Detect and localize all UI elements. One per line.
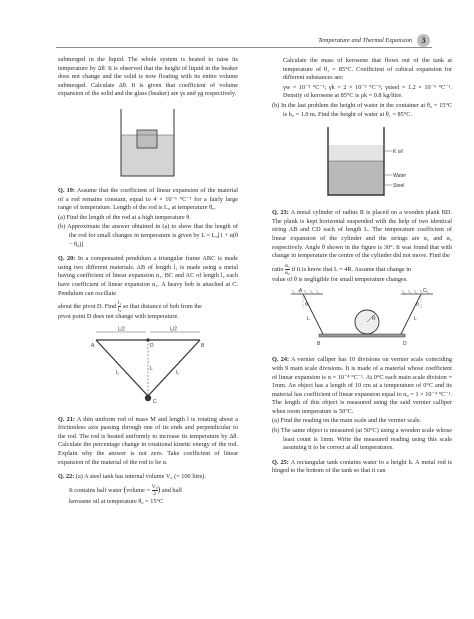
rod-ac [96, 340, 148, 396]
q18-continuation: submerged in the liquid. The whole system is heated to raise its temperature by Δθ. It is observed that the height of liquid in the beaker does not change and the solid is now floating with its entire volume submerged. Calculate Δθ. It is given that coefficient of volume expansion of the solid and the glass (beaker) are γs and γg respectively. [58, 56, 238, 98]
question-21: Q. 21: A thin uniform rod of mass M and length l is rotating about a frictionless axis passing through one of its ends and perpendicular to the rod. The rod is heated uniformly to increase its temperature by Δθ. Calculate the percentage change in rotational kinetic energy of the rod. Explain why the answer is not zero. Take coefficient of linear expansion of the material of the rod to be α. [58, 415, 238, 466]
q23-last-line: value of θ is negligible for small temperature changes. [272, 275, 408, 283]
plank-bd [319, 334, 405, 337]
label-d: D [150, 342, 154, 349]
page-number: 3 [417, 34, 430, 47]
label-d: D [403, 341, 407, 348]
rod-bc [148, 340, 200, 396]
q23-ratio-line: ratio $\frac{\text{α₁}}{\text{α₂}}$ if it is know that L = 4R. Assume that change in [272, 262, 412, 276]
label-theta-left: θ [305, 302, 308, 309]
water-layer [328, 161, 384, 195]
question-22: Q. 22: (a) A steel tank has internal volume V₀ (= 100 litre). [58, 473, 206, 481]
floating-solid [137, 130, 157, 148]
beaker-figure [109, 103, 187, 181]
right-column [272, 56, 452, 476]
plank-figure [287, 288, 437, 350]
bob [145, 394, 151, 400]
label-length: L [150, 365, 153, 372]
label-theta-right: θ [416, 302, 419, 309]
q22-continuation: Calculate the mass of kerosene that flows out of the tank at temperature of θ₁ = 85°C. Coefficient of cubical expansion for different substances are: [283, 57, 452, 82]
question-20: Q. 20: In a compensated pendulum a triangular frame ABC is made using two different materials. AB of length l₁ is made using a metal having coefficient of linear expansion α₁. BC and AC of length l₂ each have coefficient of linear expansion α₂. A heavy bob is attached at C. Pendulum can oscillate [58, 255, 238, 297]
question-23: Q. 23: A metal cylinder of radius R is placed on a wooden plank BD. The plank is kept horizontal suspended with the help of two identical string AB and CD each of length L. The temperature coefficient of linear expansion of the cylinder and the strings are α₁ and α₂ respectively. Angle θ shown in the figure is 30°. It was found that with change in temperature the centre of the cylinder did not move. Find the [272, 209, 452, 260]
q22-part-b: (b) In the last problem the height of water in the container at θ₀ = 15°C is h₀ = 1.0 m. Find the height of water at θ₁ = 85°C. [272, 101, 452, 118]
label-l1-half-right: l₁/2 [170, 326, 177, 333]
q23-fraction: $\frac{\text{α₁}}{\text{α₂}}$ [285, 262, 290, 276]
q22-fraction: $\frac{\text{V₀}}{2}$ [151, 483, 158, 497]
label-l2-right: l₂ [176, 369, 180, 376]
tank-figure [312, 123, 412, 203]
label-l1-half-left: l₁/2 [118, 326, 125, 333]
q24-part-b: (b) The same object is measured (at 50°C) using a wooden scale whose least count is 1mm. Write the measured reading using this scale assuming it to be correct at all temperatures. [272, 427, 452, 452]
label-water: Water [393, 173, 407, 180]
q20-fraction: $\frac{\text{l₁}}{\text{l₂}}$ [117, 300, 122, 314]
q19-part-b: (b) Approximate the answer obtained in (a) to show that the length of the rod for small changes in temperature is given by L = L₀[1 + α(θ − θ₀)] [58, 223, 238, 248]
question-25: Q. 25: A rectangular tank contains water to a height h. A metal rod is hinged to the bottom of the tank so that it can [272, 458, 452, 475]
pivot-d [146, 338, 149, 341]
label-c: C [423, 288, 427, 295]
string-cd [401, 294, 421, 334]
kerosene-layer [328, 145, 384, 161]
q22-coefficients: γw = 10⁻³ °C⁻¹; γk = 2 × 10⁻³ °C⁻¹; γsteel = 1.2 × 10⁻⁵ °C⁻¹. Density of kerosene at 85°C is ρk = 0.8 kg/litre. [283, 83, 452, 100]
q19-part-a: (a) Find the length of the rod at a high temperature θ. [58, 213, 191, 221]
ceiling-hatch [292, 290, 429, 294]
pendulum-figure [88, 326, 208, 410]
q24-part-a: (a) Find the reading on the main scale and the vernier scale. [272, 417, 422, 425]
label-length-left: L [307, 316, 310, 323]
left-column [58, 56, 238, 506]
label-steel: Steel [393, 183, 405, 190]
q20-fraction-line: about the pivot D. Find $\frac{\text{l₁}}{\text{l₂}}$ so that distance of bob from the [58, 300, 202, 314]
question-24: Q. 24: A vernier calliper has 10 divisions on vernier scale coinciding with 9 main scale divisions. It is made of a material whose coefficient of linear expansion is α = 10⁻⁴ °C⁻¹. At 0°C each main scale division = 1mm. An object has a length of 10 cm at a temperature of 0°C and its material has coefficient of linear expansion equal to α₀ = 1 × 10⁻⁴ °C⁻¹. The length of this object is measured using the said vernier calliper when room temperature is 50°C. [272, 356, 452, 415]
label-radius: R [372, 316, 376, 323]
label-l2-left: l₂ [116, 369, 120, 376]
q20-last-line: pivot point D does not change with temperature. [58, 313, 179, 321]
running-title: Temperature and Thermal Expansion [318, 37, 412, 44]
label-c: C [153, 398, 157, 405]
q22-fraction-line: It contains half water (volume = $\frac{\text{V₀}}{2}$ ) and half [69, 483, 183, 497]
label-length-right: L [414, 316, 417, 323]
label-b: B [317, 341, 321, 348]
label-k-oil: K oil [393, 149, 403, 156]
question-19: Q. 19: Assume that the coefficient of linear expansion of the material of a rod remains constant, equal to 4 × 10⁻⁶ °C⁻¹ for a fairly large range of temperature. Length of the rod is L₀ at temperature θ₀. [58, 186, 239, 212]
label-b: B [201, 342, 205, 349]
q22-last-line: kerosene oil at temperature θ₀ = 15°C [69, 497, 164, 505]
string-ab [303, 294, 323, 334]
label-a: A [299, 288, 303, 295]
header-rule [56, 47, 432, 48]
label-a: A [91, 342, 95, 349]
